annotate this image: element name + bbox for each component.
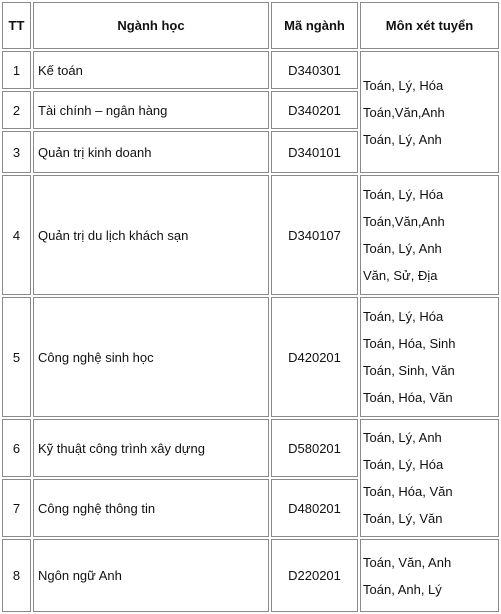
row-4-tt: 4 (2, 175, 31, 295)
subjects-group-4 (360, 419, 499, 537)
subject-line: Toán, Lý, Hóa (363, 77, 444, 93)
row-1-major: Kế toán (33, 51, 269, 89)
row-2-tt: 2 (2, 91, 31, 129)
row-4-code: D340107 (271, 175, 358, 295)
subject-line: Toán, Hóa, Văn (363, 484, 453, 499)
header-major: Ngành học (33, 2, 269, 49)
row-4-major: Quản trị du lịch khách sạn (33, 175, 269, 295)
row-6-major: Kỹ thuật công trình xây dựng (33, 419, 269, 477)
row-5-major: Công nghệ sinh học (33, 297, 269, 417)
header-subjects: Môn xét tuyển (360, 2, 499, 49)
subject-line: Toán,Văn,Anh (363, 214, 445, 229)
row-1-tt: 1 (2, 51, 31, 89)
subject-line: Toán, Lý, Anh (363, 131, 442, 147)
row-5-code: D420201 (271, 297, 358, 417)
subject-line: Toán, Hóa, Sinh (363, 336, 456, 351)
subject-line: Toán, Lý, Hóa (363, 309, 444, 324)
subjects-group-5 (360, 539, 499, 612)
subjects-group-1 (360, 51, 499, 173)
header-tt: TT (2, 2, 31, 49)
row-3-tt: 3 (2, 131, 31, 173)
row-3-major: Quản trị kinh doanh (33, 131, 269, 173)
row-5-tt: 5 (2, 297, 31, 417)
row-2-code: D340201 (271, 91, 358, 129)
subjects-group-2 (360, 175, 499, 295)
subject-line: Toán, Anh, Lý (363, 581, 442, 597)
row-6-tt: 6 (2, 419, 31, 477)
subject-line: Toán, Lý, Văn (363, 511, 443, 526)
subject-line: Toán, Sinh, Văn (363, 363, 455, 378)
row-8-major: Ngôn ngữ Anh (33, 539, 269, 612)
row-8-tt: 8 (2, 539, 31, 612)
subject-line: Toán, Lý, Anh (363, 430, 442, 445)
subject-line: Toán, Lý, Hóa (363, 187, 444, 202)
row-7-tt: 7 (2, 479, 31, 537)
row-8-code: D220201 (271, 539, 358, 612)
subject-line: Văn, Sử, Địa (363, 268, 438, 283)
subject-line: Toán,Văn,Anh (363, 104, 445, 120)
subject-line: Toán, Hóa, Văn (363, 390, 453, 405)
admissions-table (2, 2, 499, 612)
subject-line: Toán, Lý, Anh (363, 241, 442, 256)
row-7-major: Công nghệ thông tin (33, 479, 269, 537)
header-code: Mã ngành (271, 2, 358, 49)
subject-line: Toán, Văn, Anh (363, 554, 452, 570)
row-1-code: D340301 (271, 51, 358, 89)
row-3-code: D340101 (271, 131, 358, 173)
subject-line: Toán, Lý, Hóa (363, 457, 444, 472)
row-7-code: D480201 (271, 479, 358, 537)
row-6-code: D580201 (271, 419, 358, 477)
row-2-major: Tài chính – ngân hàng (33, 91, 269, 129)
subjects-group-3 (360, 297, 499, 417)
